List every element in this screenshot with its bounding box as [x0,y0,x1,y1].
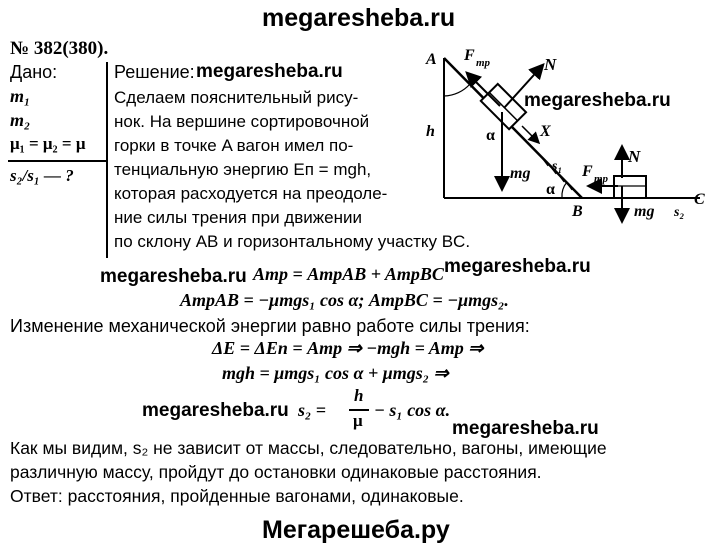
given-item-m1: m₁ [10,86,31,106]
equation-2: AтрAB = −μmgs₁ cos α; AтрBC = −μmgs₂. [180,290,509,310]
given-label: Дано: [10,62,58,82]
point-c-label: C [694,191,705,208]
equation-1: Aтр = AтрAB + AтрBC [253,264,444,284]
angle-arc-bottom [562,182,567,198]
watermark-top: megaresheba.ru [262,4,456,32]
watermark-inline-3: megaresheba.ru [100,266,247,287]
solution-line-1: Сделаем пояснительный рису- [114,88,359,107]
answer-line: Ответ: расстояния, пройденные вагонами, одинаковые. [10,486,464,506]
watermark-inline-2: megaresheba.ru [524,90,671,111]
problem-number: № 382(380). [10,38,109,59]
gravity-label-2: mg [634,203,655,220]
point-a-label: A [426,51,437,68]
conclusion-line-2: различную массу, пройдут до остановки одинаковые расстояния. [10,462,542,482]
normal-label-1: N [544,55,557,74]
watermark-inline-6: megaresheba.ru [452,418,599,439]
given-item-m2: m₂ [10,110,31,130]
block-on-ground [614,176,646,198]
watermark-inline-5: megaresheba.ru [142,400,289,421]
normal-label-2: N [628,147,641,166]
equation-3: ΔE = ΔEп = Aтр ⇒ −mgh = Aтр ⇒ [212,338,484,358]
solution-line-4: тенциальную энергию Eп = mgh, [114,160,372,179]
watermark-bottom: Мегарешеба.ру [262,516,450,544]
incline-diagram [422,36,712,226]
alpha-label-1: α [486,127,495,144]
watermark-inline-1: megaresheba.ru [196,61,343,82]
gravity-label-1: mg [510,165,531,182]
solution-line-3: горки в точке A вагон имел по- [114,136,354,155]
point-b-label: B [572,203,583,220]
height-label: h [426,123,435,140]
solution-line-2: нок. На вершине сортировочной [114,112,370,131]
watermark-inline-4: megaresheba.ru [444,256,591,277]
friction-label-1: F [464,47,475,64]
solution-line-7: по склону AB и горизонтальному участку BC. [114,232,471,251]
equation-5-left: s₂ = [298,400,327,420]
angle-arc-top [444,84,470,96]
given-item-mu: μ₁ = μ₂ = μ [10,134,86,153]
given-vertical-divider [106,62,108,258]
solution-label: Решение: [114,62,195,82]
s2-label: s₂ [674,205,685,220]
given-divider [8,160,108,162]
equation-5-den: μ [353,411,363,430]
given-find: s₂/s₁ — ? [10,166,74,185]
solution-line-6: ние силы трения при движении [114,208,362,227]
x-label: X [540,123,551,140]
equation-5-right: − s₁ cos α. [374,400,451,420]
alpha-label-2: α [546,181,555,198]
conclusion-line-1: Как мы видим, s₂ не зависит от массы, следовательно, вагоны, имеющие [10,438,607,458]
solution-line-5: которая расходуется на преодоле- [114,184,388,203]
s1-label: s₁ [552,159,563,174]
energy-text: Изменение механической энергии равно работе силы трения: [10,316,530,336]
friction-label-2: F [582,163,593,180]
equation-5-num: h [354,386,364,405]
friction-sub-1: тр [476,57,491,69]
equation-4: mgh = μmgs₁ cos α + μmgs₂ ⇒ [222,363,449,383]
friction-sub-2: тр [594,173,609,185]
